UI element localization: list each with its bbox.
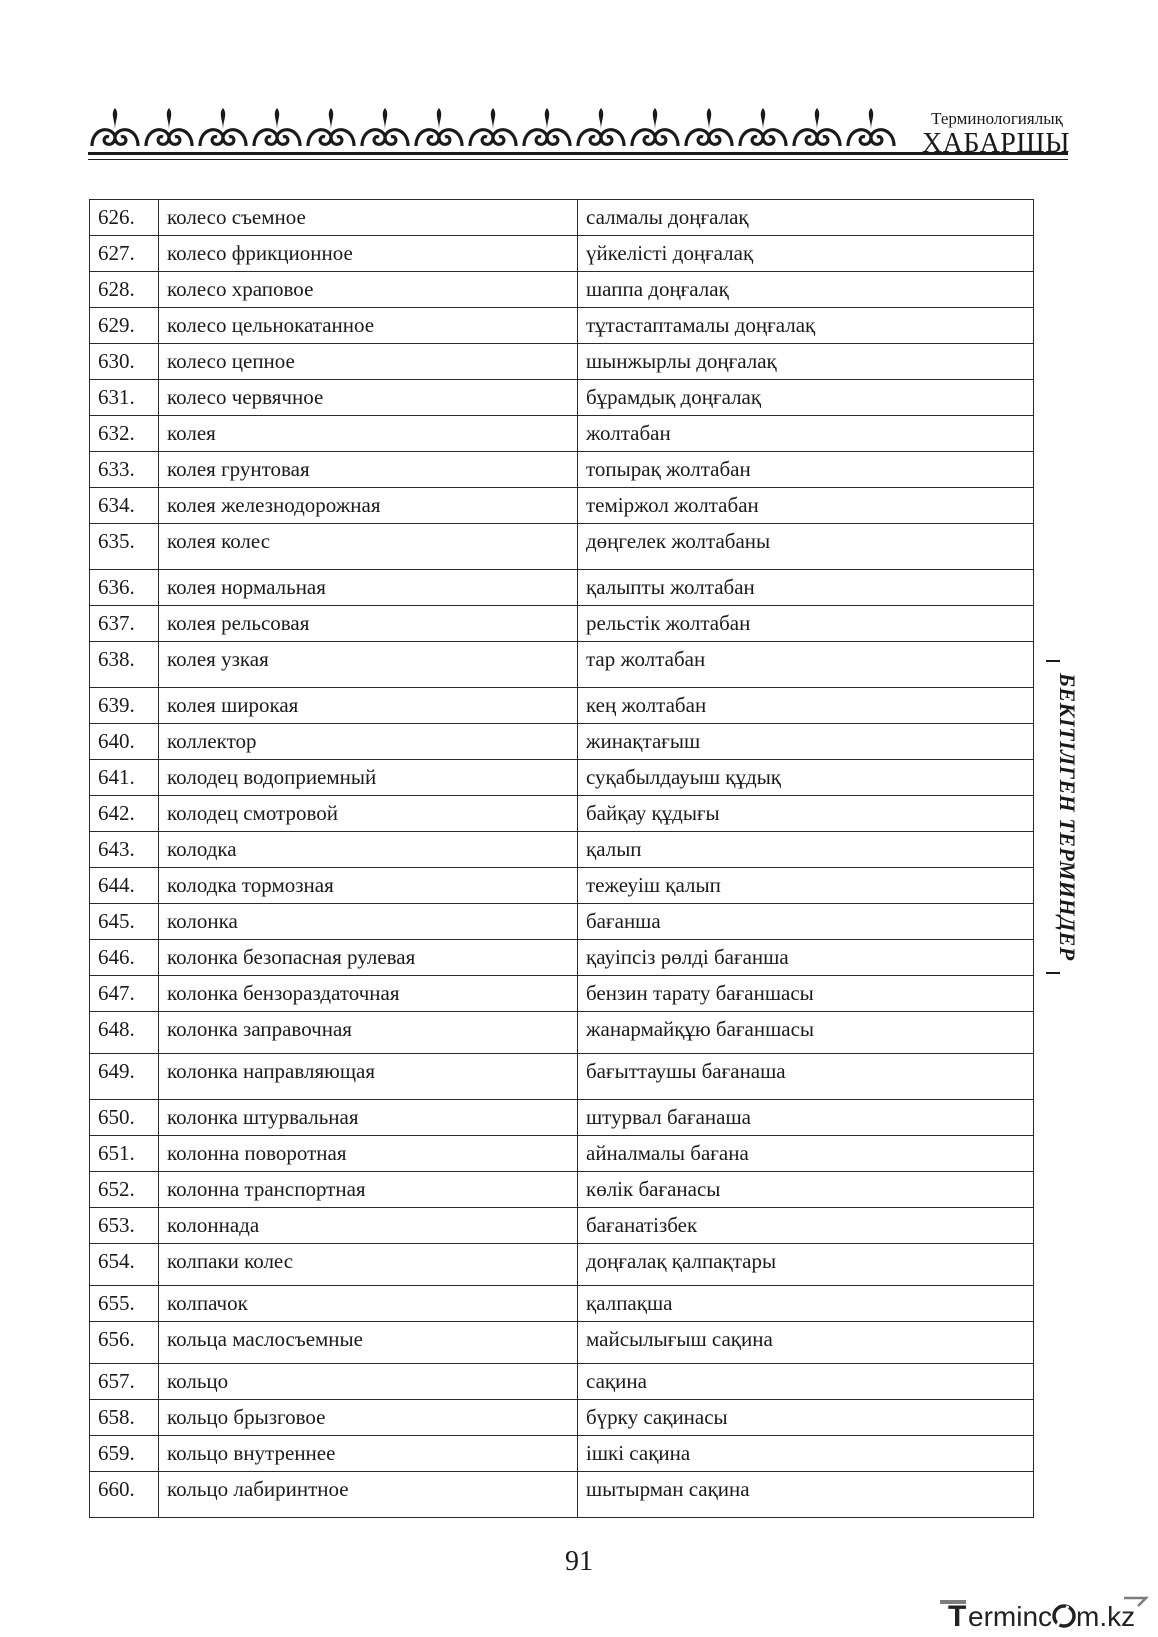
row-number: 638. xyxy=(90,642,159,688)
term-russian: колея нормальная xyxy=(159,570,578,606)
term-kazakh: бағыттаушы бағанаша xyxy=(578,1054,1034,1100)
term-russian: колонка заправочная xyxy=(159,1012,578,1054)
table-row xyxy=(90,642,1034,688)
term-russian: колонна транспортная xyxy=(159,1172,578,1208)
header-ornament xyxy=(88,102,908,158)
table-row xyxy=(90,940,1034,976)
term-kazakh: кең жолтабан xyxy=(578,688,1034,724)
term-russian: колея узкая xyxy=(159,642,578,688)
row-number: 655. xyxy=(90,1286,159,1322)
row-number: 649. xyxy=(90,1054,159,1100)
term-russian: колея колес xyxy=(159,524,578,570)
table-row xyxy=(90,688,1034,724)
term-kazakh: бензин тарату бағаншасы xyxy=(578,976,1034,1012)
term-kazakh: суқабылдауыш құдық xyxy=(578,760,1034,796)
row-number: 648. xyxy=(90,1012,159,1054)
term-kazakh: жинақтағыш xyxy=(578,724,1034,760)
term-russian: кольцо внутреннее xyxy=(159,1436,578,1472)
row-number: 644. xyxy=(90,868,159,904)
table-row xyxy=(90,452,1034,488)
table-row xyxy=(90,904,1034,940)
term-kazakh: штурвал бағанаша xyxy=(578,1100,1034,1136)
term-kazakh: қалыпты жолтабан xyxy=(578,570,1034,606)
term-russian: колесо фрикционное xyxy=(159,236,578,272)
row-number: 653. xyxy=(90,1208,159,1244)
row-number: 632. xyxy=(90,416,159,452)
term-kazakh: бағанша xyxy=(578,904,1034,940)
watermark-mid: erminc xyxy=(968,1601,1053,1632)
term-russian: колесо храповое xyxy=(159,272,578,308)
term-russian: колонка направляющая xyxy=(159,1054,578,1100)
table-row xyxy=(90,1322,1034,1364)
term-kazakh: бұрамдық доңғалақ xyxy=(578,380,1034,416)
row-number: 658. xyxy=(90,1400,159,1436)
term-russian: колонка xyxy=(159,904,578,940)
row-number: 642. xyxy=(90,796,159,832)
table-row xyxy=(90,1054,1034,1100)
row-number: 643. xyxy=(90,832,159,868)
row-number: 647. xyxy=(90,976,159,1012)
term-russian: колонка безопасная рулевая xyxy=(159,940,578,976)
term-kazakh: доңғалақ қалпақтары xyxy=(578,1244,1034,1286)
table-row xyxy=(90,380,1034,416)
row-number: 652. xyxy=(90,1172,159,1208)
side-section-title: БЕКІТІЛГЕН ТЕРМИНДЕР xyxy=(1055,673,1080,961)
terms-table xyxy=(89,199,1034,1518)
watermark-logo xyxy=(940,1588,1150,1634)
row-number: 639. xyxy=(90,688,159,724)
term-kazakh: рельстік жолтабан xyxy=(578,606,1034,642)
table-row xyxy=(90,1100,1034,1136)
table-row xyxy=(90,976,1034,1012)
table-row xyxy=(90,832,1034,868)
table-row xyxy=(90,796,1034,832)
row-number: 635. xyxy=(90,524,159,570)
table-row xyxy=(90,308,1034,344)
side-title-bar-bottom xyxy=(1046,972,1060,974)
table-row xyxy=(90,1400,1034,1436)
row-number: 656. xyxy=(90,1322,159,1364)
term-kazakh: шынжырлы доңғалақ xyxy=(578,344,1034,380)
row-number: 633. xyxy=(90,452,159,488)
table-row xyxy=(90,1472,1034,1518)
table-row xyxy=(90,1172,1034,1208)
row-number: 660. xyxy=(90,1472,159,1518)
term-russian: кольцо лабиринтное xyxy=(159,1472,578,1518)
term-kazakh: майсылығыш сақина xyxy=(578,1322,1034,1364)
term-russian: колея xyxy=(159,416,578,452)
row-number: 654. xyxy=(90,1244,159,1286)
term-russian: колесо съемное xyxy=(159,200,578,236)
term-russian: колодка тормозная xyxy=(159,868,578,904)
table-row xyxy=(90,488,1034,524)
table-row xyxy=(90,1208,1034,1244)
table-row xyxy=(90,570,1034,606)
row-number: 629. xyxy=(90,308,159,344)
term-russian: колодец водоприемный xyxy=(159,760,578,796)
term-kazakh: қауіпсіз рөлді бағанша xyxy=(578,940,1034,976)
table-row xyxy=(90,524,1034,570)
term-russian: колпаки колес xyxy=(159,1244,578,1286)
table-row xyxy=(90,724,1034,760)
watermark-end: m.kz xyxy=(1076,1601,1136,1632)
term-kazakh: байқау құдығы xyxy=(578,796,1034,832)
term-russian: кольцо брызговое xyxy=(159,1400,578,1436)
term-kazakh: үйкелісті доңғалақ xyxy=(578,236,1034,272)
table-row xyxy=(90,1286,1034,1322)
journal-title: ХАБАРШЫ xyxy=(921,128,1071,159)
row-number: 627. xyxy=(90,236,159,272)
table-row xyxy=(90,1244,1034,1286)
table-row xyxy=(90,1436,1034,1472)
row-number: 646. xyxy=(90,940,159,976)
term-russian: колонка бензораздаточная xyxy=(159,976,578,1012)
term-kazakh: қалып xyxy=(578,832,1034,868)
row-number: 637. xyxy=(90,606,159,642)
term-kazakh: топырақ жолтабан xyxy=(578,452,1034,488)
table-row xyxy=(90,606,1034,642)
term-kazakh: жолтабан xyxy=(578,416,1034,452)
term-kazakh: тежеуіш қалып xyxy=(578,868,1034,904)
table-row xyxy=(90,760,1034,796)
term-kazakh: салмалы доңғалақ xyxy=(578,200,1034,236)
row-number: 631. xyxy=(90,380,159,416)
table-row xyxy=(90,1364,1034,1400)
row-number: 650. xyxy=(90,1100,159,1136)
row-number: 636. xyxy=(90,570,159,606)
header-rule-thin xyxy=(88,159,1068,160)
row-number: 651. xyxy=(90,1136,159,1172)
term-russian: колея грунтовая xyxy=(159,452,578,488)
term-russian: колесо червячное xyxy=(159,380,578,416)
row-number: 659. xyxy=(90,1436,159,1472)
term-russian: колесо цельнокатанное xyxy=(159,308,578,344)
term-russian: коллектор xyxy=(159,724,578,760)
term-russian: колесо цепное xyxy=(159,344,578,380)
term-russian: колодец смотровой xyxy=(159,796,578,832)
watermark-t: T xyxy=(948,1600,967,1633)
term-russian: колонна поворотная xyxy=(159,1136,578,1172)
row-number: 640. xyxy=(90,724,159,760)
term-kazakh: ішкі сақина xyxy=(578,1436,1034,1472)
term-kazakh: дөңгелек жолтабаны xyxy=(578,524,1034,570)
journal-subtitle: Терминологиялық xyxy=(931,109,1063,128)
row-number: 634. xyxy=(90,488,159,524)
term-russian: кольца маслосъемные xyxy=(159,1322,578,1364)
row-number: 630. xyxy=(90,344,159,380)
page-number: 91 xyxy=(565,1546,593,1577)
term-kazakh: қалпақша xyxy=(578,1286,1034,1322)
term-russian: колея широкая xyxy=(159,688,578,724)
term-russian: колонка штурвальная xyxy=(159,1100,578,1136)
row-number: 628. xyxy=(90,272,159,308)
table-row xyxy=(90,1012,1034,1054)
term-kazakh: тар жолтабан xyxy=(578,642,1034,688)
table-row xyxy=(90,272,1034,308)
table-row xyxy=(90,1136,1034,1172)
row-number: 657. xyxy=(90,1364,159,1400)
table-row xyxy=(90,416,1034,452)
term-russian: колпачок xyxy=(159,1286,578,1322)
row-number: 641. xyxy=(90,760,159,796)
term-russian: колея рельсовая xyxy=(159,606,578,642)
term-kazakh: сақина xyxy=(578,1364,1034,1400)
term-kazakh: бүрку сақинасы xyxy=(578,1400,1034,1436)
row-number: 626. xyxy=(90,200,159,236)
term-kazakh: айналмалы бағана xyxy=(578,1136,1034,1172)
term-kazakh: көлік бағанасы xyxy=(578,1172,1034,1208)
term-russian: колея железнодорожная xyxy=(159,488,578,524)
term-kazakh: теміржол жолтабан xyxy=(578,488,1034,524)
term-russian: колоннада xyxy=(159,1208,578,1244)
table-row xyxy=(90,344,1034,380)
table-row xyxy=(90,236,1034,272)
term-kazakh: шытырман сақина xyxy=(578,1472,1034,1518)
term-kazakh: бағанатізбек xyxy=(578,1208,1034,1244)
term-russian: кольцо xyxy=(159,1364,578,1400)
table-row xyxy=(90,200,1034,236)
term-kazakh: жанармайқұю бағаншасы xyxy=(578,1012,1034,1054)
row-number: 645. xyxy=(90,904,159,940)
term-russian: колодка xyxy=(159,832,578,868)
term-kazakh: шаппа доңғалақ xyxy=(578,272,1034,308)
term-kazakh: тұтастаптамалы доңғалақ xyxy=(578,308,1034,344)
table-row xyxy=(90,868,1034,904)
